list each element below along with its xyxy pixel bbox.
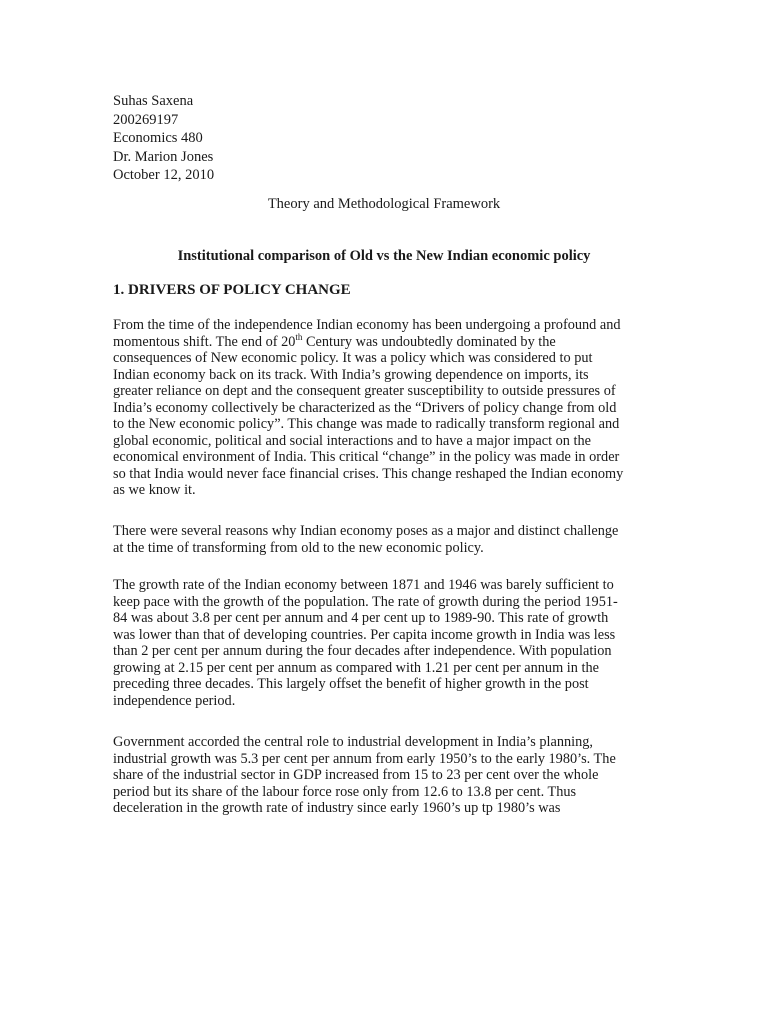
paragraph-line: share of the industrial sector in GDP increased from 15 to 23 per cent over the whole xyxy=(113,767,599,783)
paragraph-line: The growth rate of the Indian economy between 1871 and 1946 was barely sufficient to xyxy=(113,577,614,593)
course-name: Economics 480 xyxy=(113,130,203,146)
paragraph-line: global economic, political and social interactions and to have a major impact on the xyxy=(113,432,591,449)
document-date: October 12, 2010 xyxy=(113,167,215,183)
paragraph-line: Indian economy back on its track. With India’s growing dependence on imports, its xyxy=(113,366,589,383)
paragraph-line: preceding three decades. This largely offset the benefit of higher growth in the post xyxy=(113,676,589,692)
paragraph-3 xyxy=(113,577,658,709)
paragraph-line: Government accorded the central role to industrial development in India’s planning, xyxy=(113,734,593,750)
paragraph-line: deceleration in the growth rate of industry since early 1960’s up tp 1980’s was xyxy=(113,800,561,816)
paragraph-1 xyxy=(113,317,658,499)
paragraph-line: economical environment of India. This critical “change” in the policy was made in order xyxy=(113,449,620,465)
paragraph-line: 84 was about 3.8 per cent per annum and 4 per cent up to 1989-90. This rate of growth xyxy=(113,610,609,626)
paragraph-line: India’s economy collectively be characterized as the “Drivers of policy change from old xyxy=(113,399,617,416)
section-heading: 1. DRIVERS OF POLICY CHANGE xyxy=(113,282,351,298)
author-name: Suhas Saxena xyxy=(113,93,194,109)
paragraph-line: than 2 per cent per annum during the four decades after independence. With population xyxy=(113,643,612,659)
paragraph-4 xyxy=(113,734,658,817)
paragraph-line xyxy=(113,331,658,351)
paragraph-line: growing at 2.15 per cent per annum as compared with 1.21 per cent per annum in the xyxy=(113,659,599,676)
student-id: 200269197 xyxy=(113,111,179,128)
paragraph-line: period but its share of the labour force rose only from 12.6 to 13.8 per cent. Thus xyxy=(113,783,577,800)
instructor-name: Dr. Marion Jones xyxy=(113,148,214,165)
line-segment: Century was undoubtedly dominated by the xyxy=(302,333,556,350)
paragraph-line: industrial growth was 5.3 per cent per annum from early 1950’s to the early 1980’s. The xyxy=(113,750,616,767)
paragraph-2 xyxy=(113,523,658,556)
paragraph-line: was lower than that of developing countries. Per capita income growth in India was less xyxy=(113,626,616,643)
paragraph-line: There were several reasons why Indian economy poses as a major and distinct challenge xyxy=(113,523,619,539)
paragraph-line: greater reliance on dept and the consequent greater susceptibility to outside pressures of xyxy=(113,383,616,399)
superscript: th xyxy=(295,331,303,342)
paragraph-line: consequences of New economic policy. It was a policy which was considered to put xyxy=(113,350,593,366)
paragraph-line: independence period. xyxy=(113,692,236,709)
paragraph-line: as we know it. xyxy=(113,482,196,498)
document-title: Theory and Methodological Framework xyxy=(267,196,501,212)
paragraph-line: From the time of the independence Indian economy has been undergoing a profound and xyxy=(113,317,621,333)
document-subtitle: Institutional comparison of Old vs the New Indian economic policy xyxy=(177,248,591,264)
paragraph-line: at the time of transforming from old to the new economic policy. xyxy=(113,539,484,556)
line-segment: momentous shift. The end of 20 xyxy=(113,333,296,350)
document-header xyxy=(113,92,214,185)
paragraph-line: keep pace with the growth of the population. The rate of growth during the period 1951- xyxy=(113,593,618,610)
paragraph-line: so that India would never face financial crises. This change reshaped the Indian economy xyxy=(113,465,624,482)
paragraph-line: to the New economic policy”. This change was made to radically transform regional and xyxy=(113,416,620,432)
